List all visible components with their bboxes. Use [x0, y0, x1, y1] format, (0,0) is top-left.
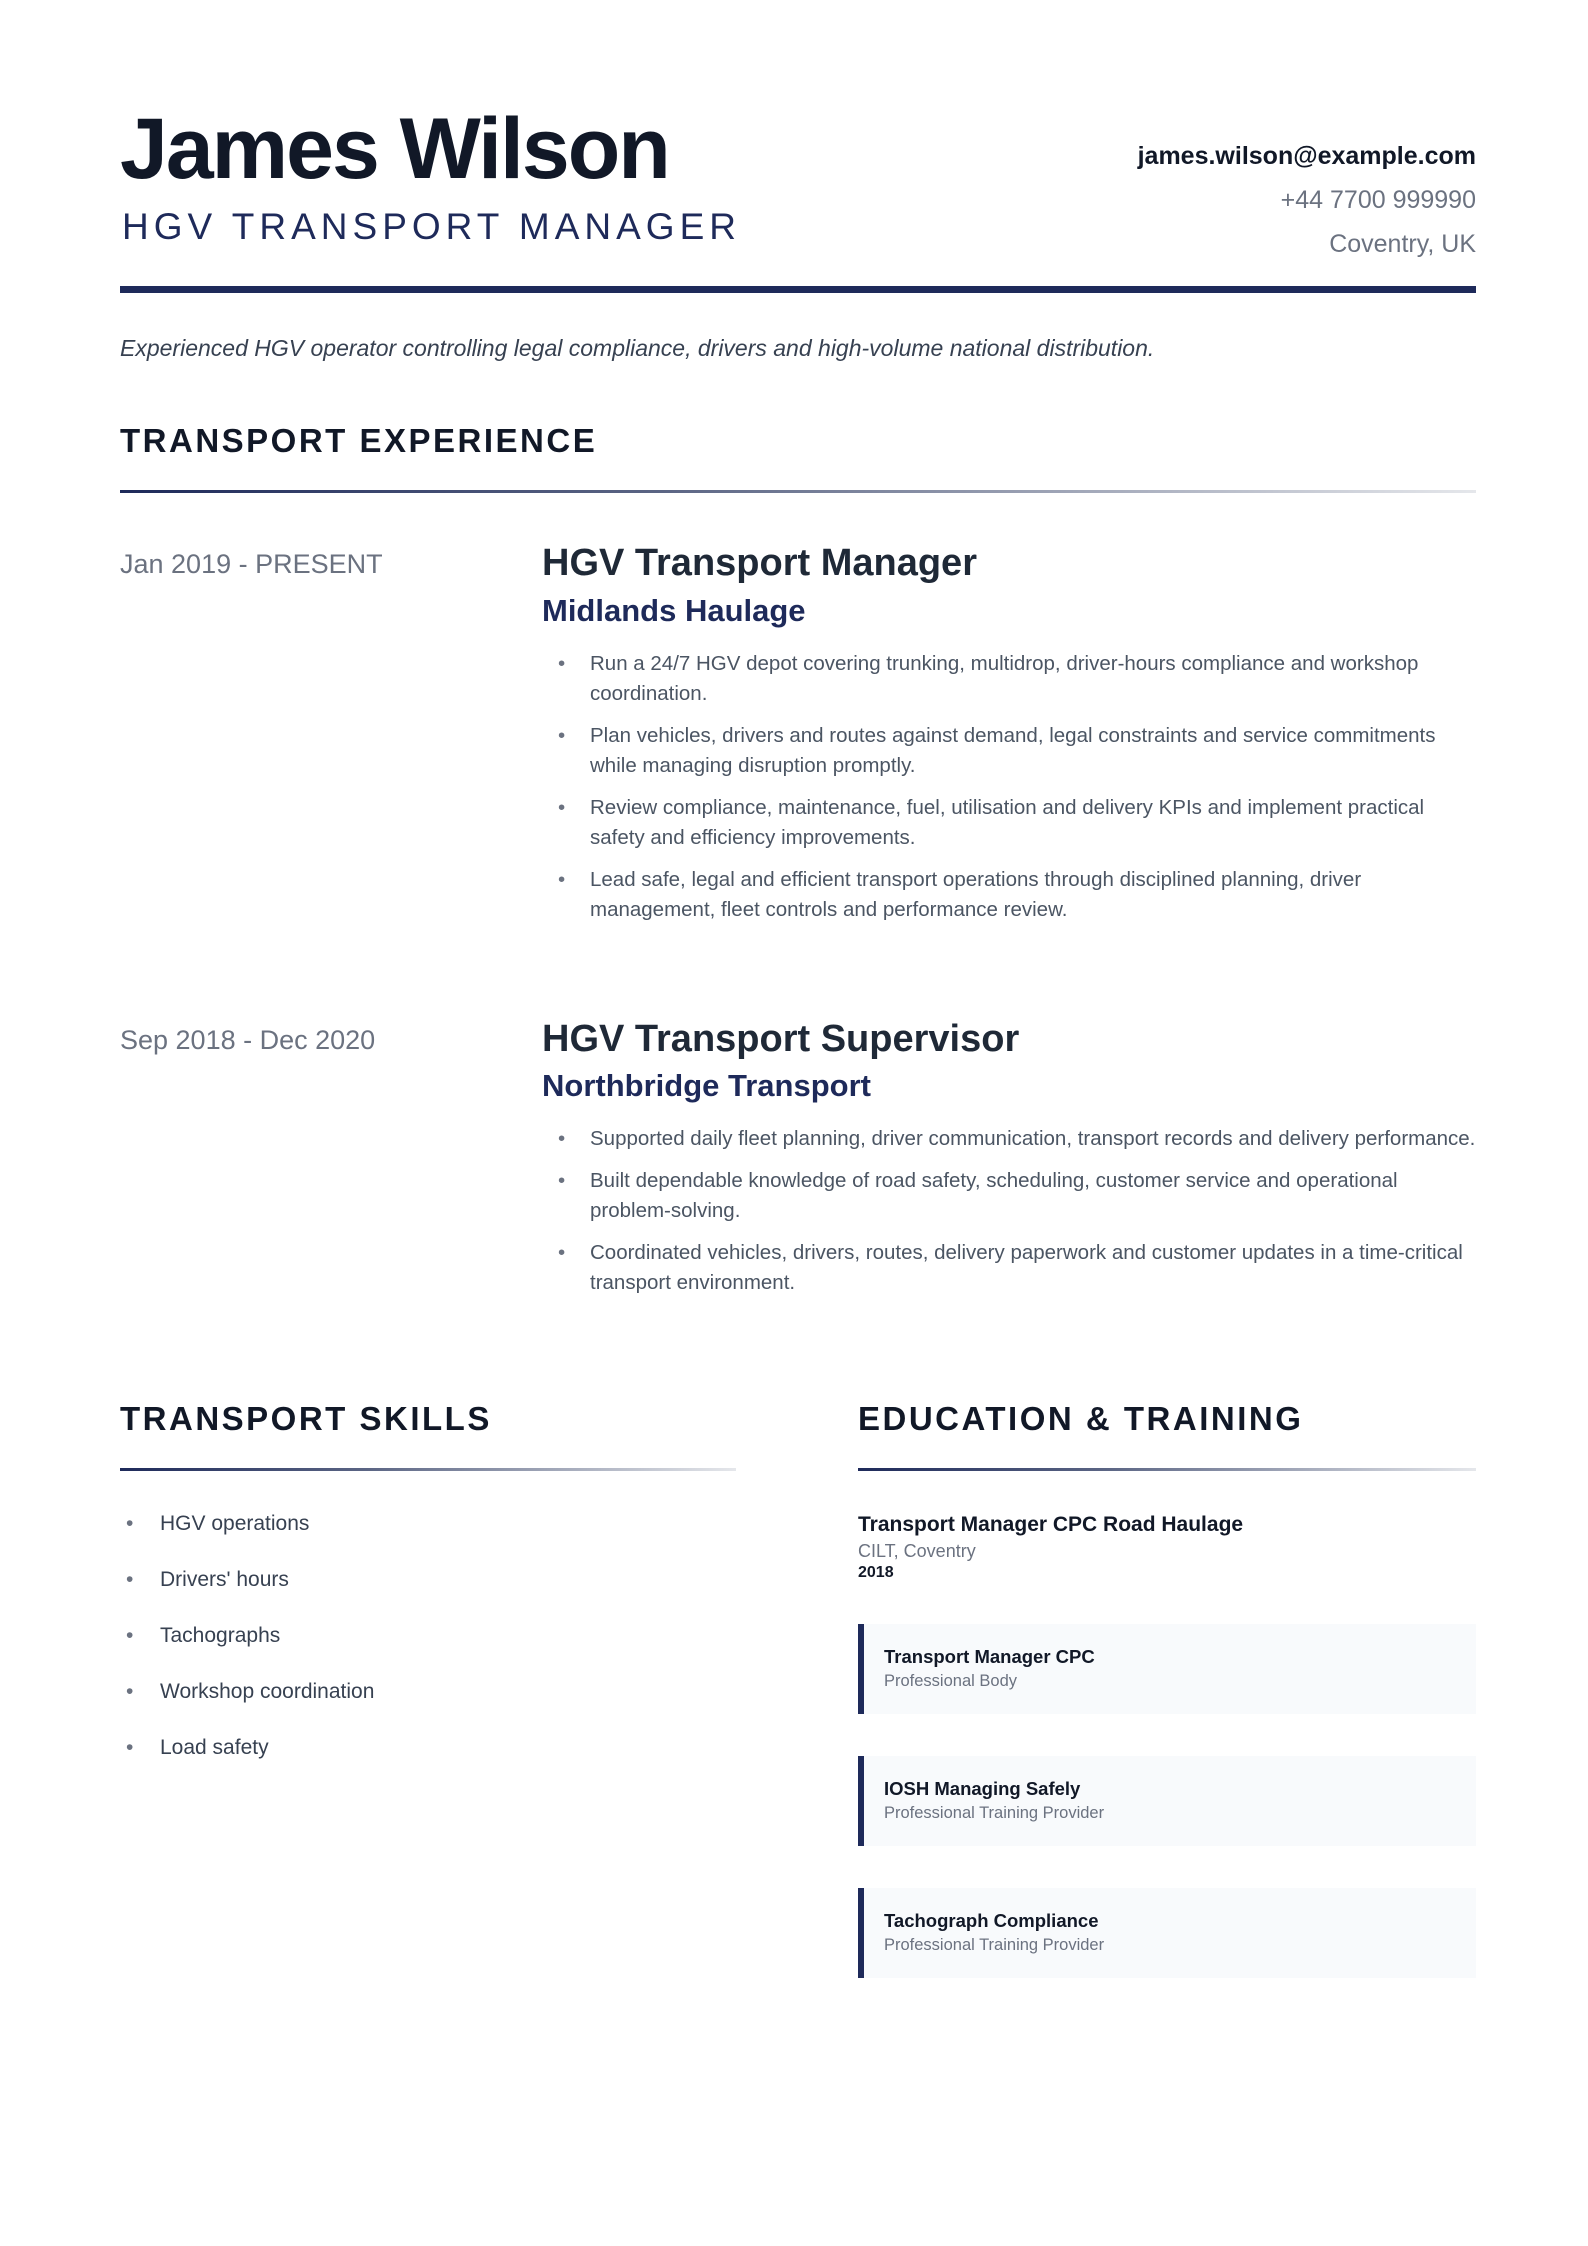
job-bullet: • Coordinated vehicles, drivers, routes, delivery paperwork and customer updates in a time-critical transport environment.: [590, 1238, 1476, 1298]
certification-title: Tachograph Compliance: [884, 1910, 1099, 1932]
job-bullet: • Lead safe, legal and efficient transport operations through disciplined planning, driver management, fleet controls and performance review.: [590, 865, 1476, 925]
job-company: Midlands Haulage: [542, 592, 806, 628]
education-section: [858, 1400, 1476, 1978]
job-bullet: • Run a 24/7 HGV depot covering trunking, multidrop, driver-hours compliance and workshop coordination.: [590, 649, 1476, 709]
certification-card: [858, 1888, 1476, 1978]
experience-section: [120, 422, 1476, 1310]
certification-title: IOSH Managing Safely: [884, 1778, 1081, 1800]
certification-issuer: Professional Training Provider: [884, 1804, 1105, 1823]
contact-location: Coventry, UK: [1329, 230, 1476, 258]
skills-section: [120, 1400, 736, 1978]
contact-phone: +44 7700 999990: [1280, 186, 1476, 214]
job-bullet: • Plan vehicles, drivers and routes against demand, legal constraints and service commitments while managing disruption promptly.: [590, 721, 1476, 781]
candidate-role: HGV TRANSPORT MANAGER: [122, 206, 741, 247]
skills-heading: TRANSPORT SKILLS: [120, 1400, 492, 1438]
candidate-name: James Wilson: [120, 101, 669, 197]
job-title: HGV Transport Manager: [542, 542, 977, 584]
job-bullet: • Built dependable knowledge of road safety, scheduling, customer service and operational problem-solving.: [590, 1166, 1476, 1226]
contact-block: [1138, 134, 1476, 266]
skills-list: [120, 1509, 736, 1789]
experience-heading: TRANSPORT EXPERIENCE: [120, 422, 598, 459]
job-dates: Jan 2019 - PRESENT: [120, 549, 383, 579]
job-details: [542, 1017, 1476, 1311]
experience-divider: [120, 490, 1476, 493]
header-divider: [120, 286, 1476, 293]
degree-year: 2018: [858, 1564, 894, 1582]
skills-divider: [120, 1468, 736, 1471]
certification-issuer: Professional Body: [884, 1672, 1017, 1691]
job-bullet: • Supported daily fleet planning, driver communication, transport records and delivery performance.: [590, 1124, 1476, 1154]
education-divider: [858, 1468, 1476, 1471]
skill-item: • Tachographs: [160, 1621, 736, 1677]
job-dates: Sep 2018 - Dec 2020: [120, 1024, 376, 1055]
education-entry: [858, 1513, 1476, 1582]
skill-item: • Load safety: [160, 1733, 736, 1789]
certification-title: Transport Manager CPC: [884, 1646, 1095, 1668]
job-bullet: • Review compliance, maintenance, fuel, utilisation and delivery KPIs and implement practical safety and efficiency improvements.: [590, 793, 1476, 853]
bottom-columns: [120, 1400, 1476, 1978]
resume-header: [120, 96, 1476, 288]
skill-item: • Drivers' hours: [160, 1565, 736, 1621]
job-entry: [120, 1017, 1476, 1311]
job-entry: [120, 541, 1476, 937]
skill-item: • Workshop coordination: [160, 1677, 736, 1733]
certification-card: [858, 1624, 1476, 1714]
degree-institution: CILT, Coventry: [858, 1541, 976, 1562]
job-bullets: [542, 1124, 1476, 1298]
certification-card: [858, 1756, 1476, 1846]
degree-title: Transport Manager CPC Road Haulage: [858, 1513, 1244, 1537]
contact-email[interactable]: james.wilson@example.com: [1137, 142, 1476, 170]
profile-summary: Experienced HGV operator controlling legal compliance, drivers and high-volume national distribution.: [120, 335, 1155, 361]
certification-issuer: Professional Training Provider: [884, 1936, 1105, 1955]
job-title: HGV Transport Supervisor: [542, 1017, 1020, 1060]
job-company: Northbridge Transport: [542, 1068, 871, 1104]
job-details: [542, 541, 1476, 937]
skill-item: • HGV operations: [160, 1509, 736, 1565]
education-heading: EDUCATION & TRAINING: [858, 1400, 1304, 1438]
job-bullets: [542, 649, 1476, 925]
